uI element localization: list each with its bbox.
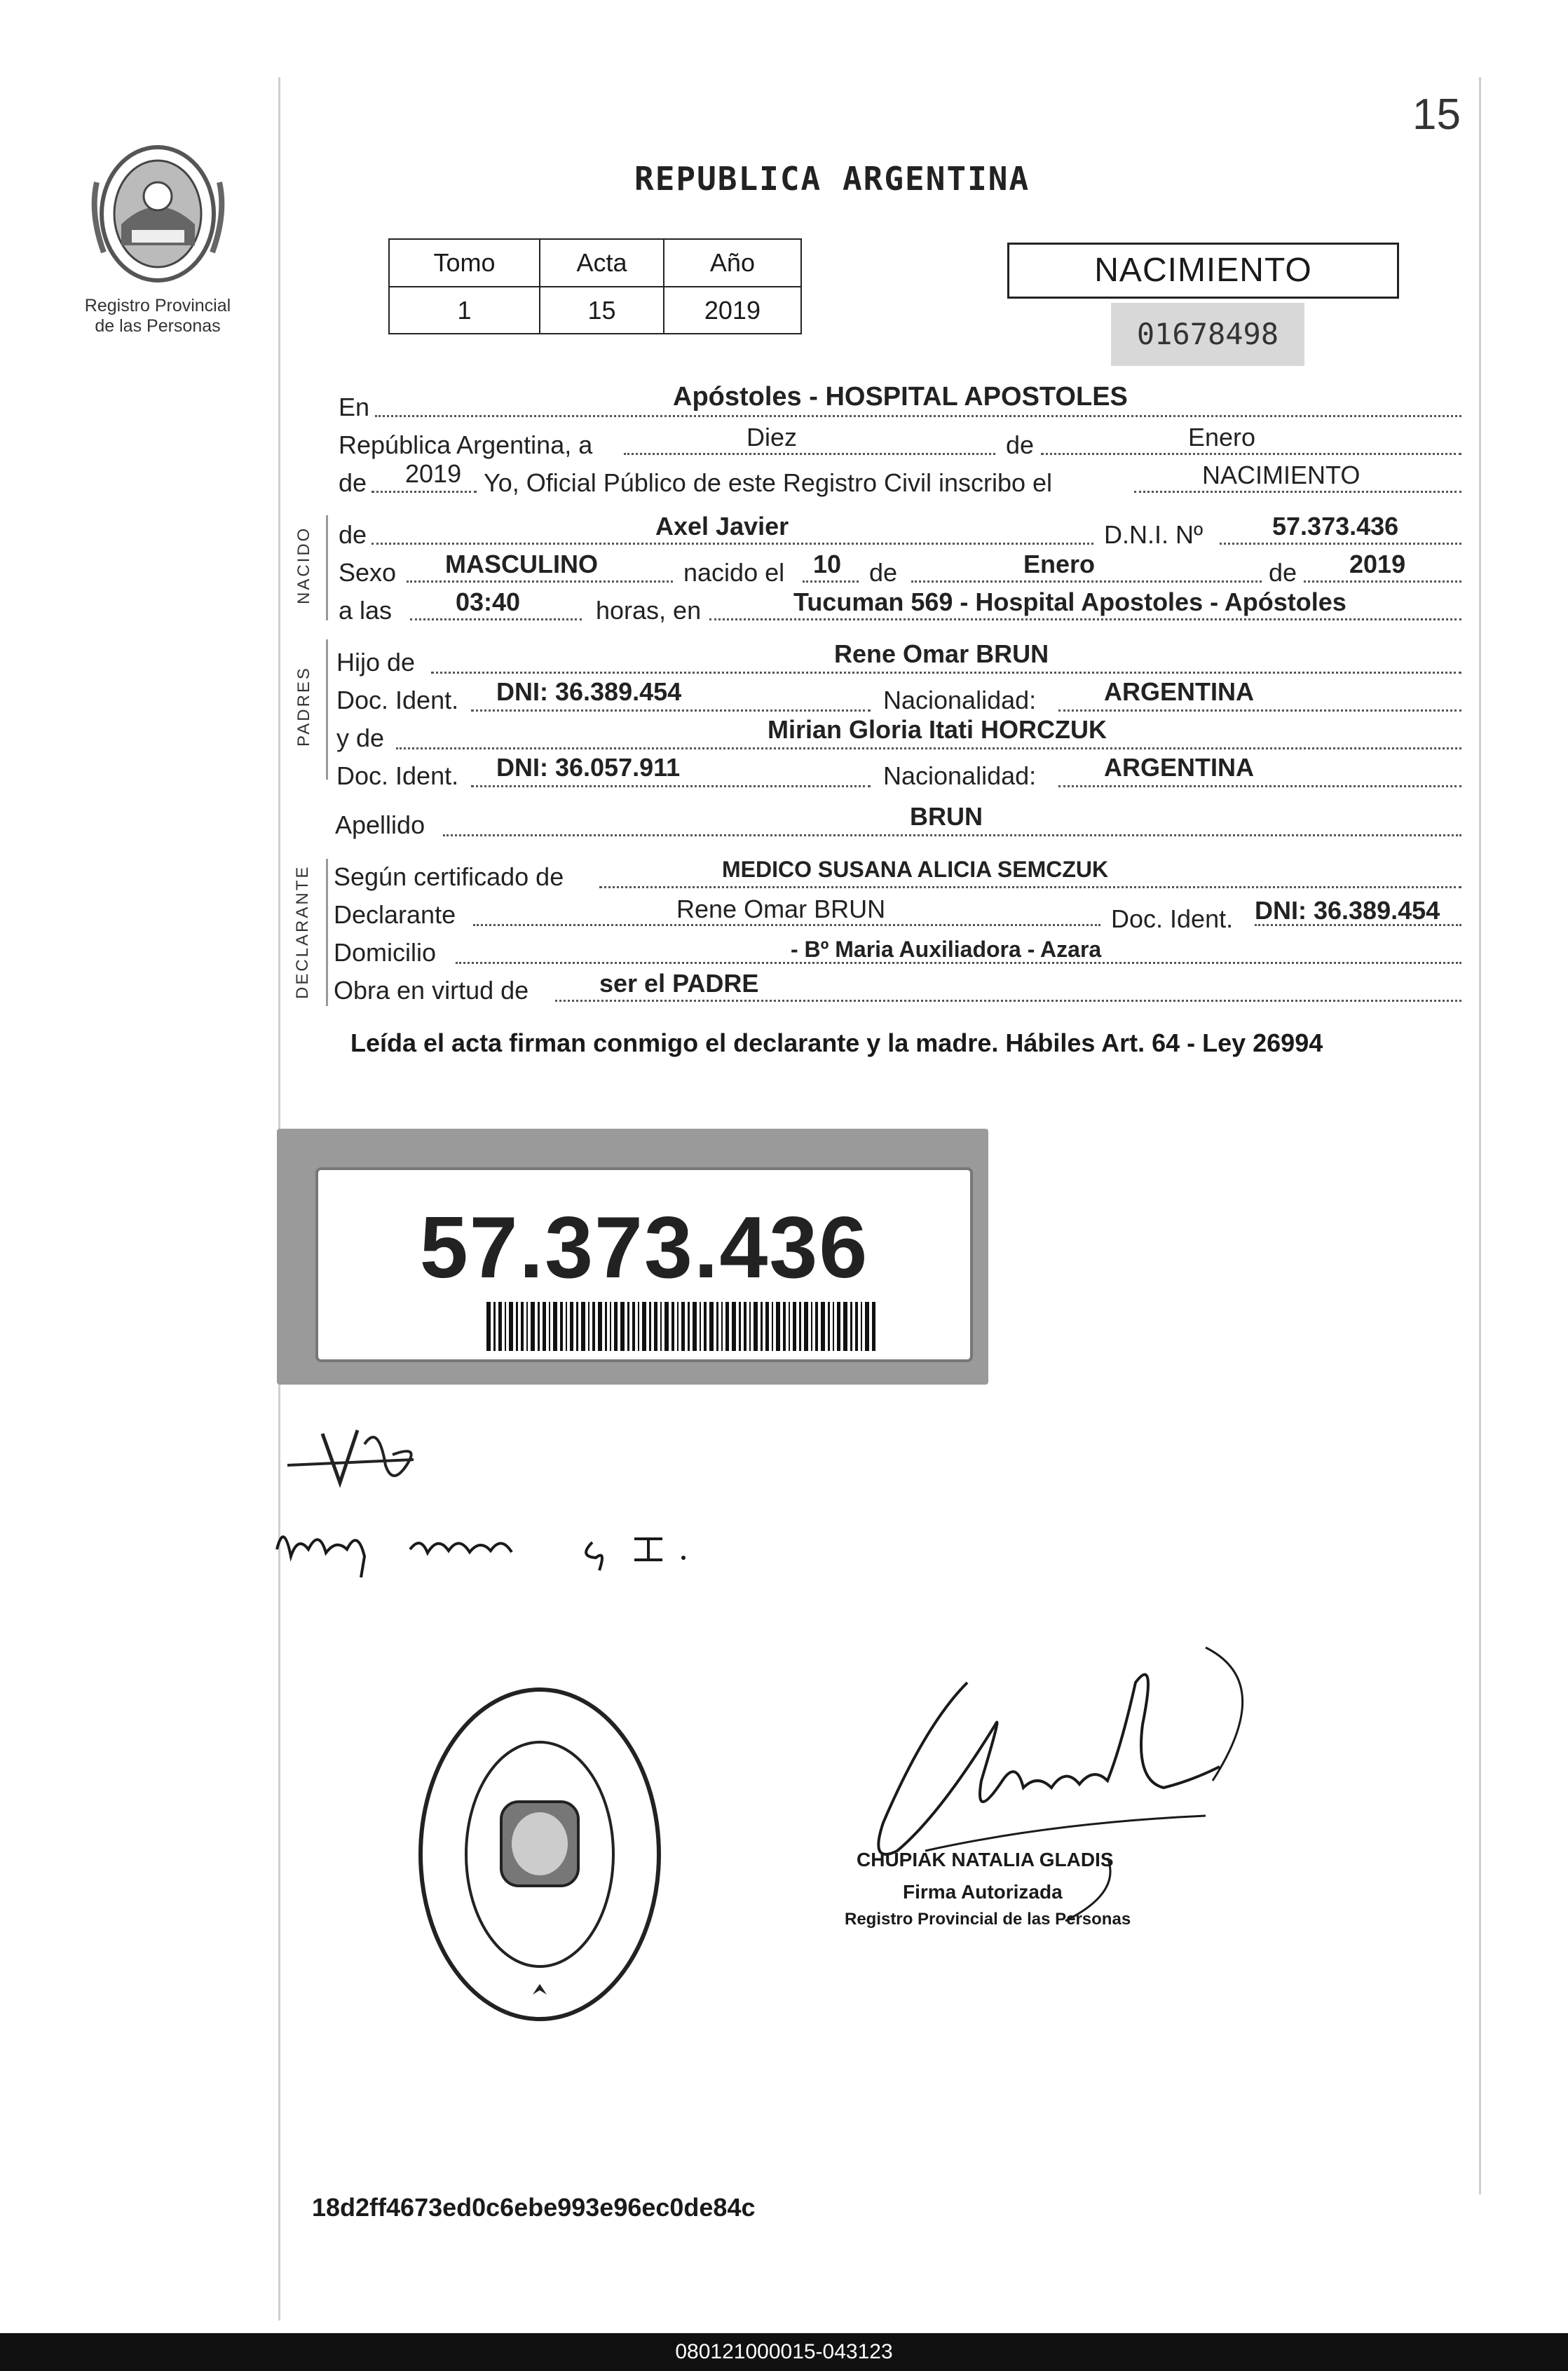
nationality-label: Nacionalidad:	[883, 761, 1037, 790]
child-name: Axel Javier	[655, 512, 789, 541]
table-cell: 15	[540, 287, 664, 334]
dotted-line	[407, 580, 673, 583]
record-type-box: NACIMIENTO	[1007, 243, 1399, 299]
horas-label: horas, en	[596, 596, 702, 625]
registration-month: Enero	[1188, 423, 1256, 451]
section-divider	[326, 515, 328, 620]
registry-label: Registro Provincial de las Personas	[84, 296, 231, 336]
dotted-line	[371, 491, 477, 493]
footer-code: 080121000015-043123	[0, 2333, 1568, 2371]
day-words: Diez	[746, 423, 798, 451]
de-label: de	[339, 468, 367, 497]
dni-sticker-number: 57.373.436	[419, 1200, 869, 1296]
child-dni: 57.373.436	[1272, 512, 1399, 541]
document-title: REPUBLICA ARGENTINA	[634, 160, 1030, 198]
capacity-label: Obra en virtud de	[334, 976, 529, 1005]
dotted-line	[709, 618, 1461, 620]
dotted-line	[473, 924, 1100, 926]
signer-name: CHUPIAK NATALIA GLADIS	[857, 1849, 1114, 1870]
section-label-parents: PADRES	[294, 666, 313, 747]
father-nationality: ARGENTINA	[1104, 677, 1254, 706]
closing-note: Leída el acta firman conmigo el declarante y la madre. Hábiles Art. 64 - Ley 26994	[350, 1028, 1323, 1057]
dotted-line	[1304, 580, 1461, 583]
en-label: En	[339, 393, 370, 421]
father-name: Rene Omar BRUN	[834, 639, 1049, 668]
dotted-line	[1134, 491, 1461, 493]
dotted-line	[443, 834, 1461, 836]
signer-role: Firma Autorizada	[903, 1881, 1063, 1903]
doc-label: Doc. Ident.	[336, 761, 459, 790]
mother-name: Mirian Gloria Itati HORCZUK	[768, 715, 1107, 744]
section-label-declarant: DECLARANTE	[293, 864, 312, 999]
signer-org: Registro Provincial de las Personas	[845, 1910, 1131, 1929]
de-label: de	[869, 558, 898, 587]
table-cell: 2019	[664, 287, 801, 334]
document-hash: 18d2ff4673ed0c6ebe993e96ec0de84c	[312, 2193, 756, 2222]
birth-month: Enero	[1023, 550, 1096, 578]
dotted-line	[471, 709, 871, 712]
page-number: 15	[1412, 90, 1461, 139]
hijo-label: Hijo de	[336, 648, 416, 677]
dotted-line	[1058, 709, 1461, 712]
right-margin-line	[1479, 77, 1481, 2194]
de-label: de	[339, 520, 367, 549]
registration-place: Apóstoles - HOSPITAL APOSTOLES	[673, 382, 1128, 412]
declarant-address: - Bº Maria Auxiliadora - Azara	[791, 937, 1102, 962]
birth-place: Tucuman 569 - Hospital Apostoles - Apóstoles	[793, 587, 1347, 616]
section-label-born: NACIDO	[294, 526, 313, 604]
handwritten-signature-1	[273, 1416, 435, 1500]
table-header: Tomo	[389, 239, 540, 287]
registration-year: 2019	[405, 459, 462, 488]
table-cell: 1	[389, 287, 540, 334]
sexo-label: Sexo	[339, 558, 397, 587]
dotted-line	[396, 747, 1461, 749]
dotted-line	[431, 672, 1461, 674]
domicile-label: Domicilio	[334, 938, 437, 967]
declarant-name: Rene Omar BRUN	[676, 895, 886, 923]
doc-label: Doc. Ident.	[1111, 904, 1234, 933]
event-type: NACIMIENTO	[1202, 461, 1361, 489]
dotted-line	[471, 785, 871, 787]
dni-label: D.N.I. Nº	[1104, 520, 1204, 549]
birth-time: 03:40	[456, 587, 521, 616]
record-table	[388, 238, 802, 334]
child-sex: MASCULINO	[445, 550, 598, 578]
surname-value: BRUN	[910, 802, 983, 831]
section-divider	[326, 639, 328, 780]
surname-label: Apellido	[335, 810, 425, 839]
dotted-line	[1220, 543, 1461, 545]
de-label: de	[1006, 430, 1035, 459]
dotted-line	[555, 1000, 1461, 1002]
declarant-capacity: ser el PADRE	[599, 969, 759, 998]
dotted-line	[1041, 453, 1461, 455]
province-seal-logo	[90, 140, 226, 291]
dotted-line	[371, 543, 1093, 545]
official-text: Yo, Oficial Público de este Registro Civil inscribo el	[484, 468, 1053, 497]
dni-sticker	[277, 1129, 988, 1385]
nationality-label: Nacionalidad:	[883, 686, 1037, 714]
declarant-doc: DNI: 36.389.454	[1255, 896, 1440, 925]
de-label: de	[1269, 558, 1297, 587]
a-las-label: a las	[339, 596, 393, 625]
official-stamp	[414, 1683, 666, 2026]
birth-day: 10	[813, 550, 842, 578]
dotted-line	[375, 415, 1461, 417]
dotted-line	[1058, 785, 1461, 787]
dotted-line	[599, 886, 1461, 888]
doc-label: Doc. Ident.	[336, 686, 459, 714]
dotted-line	[624, 453, 995, 455]
table-header: Año	[664, 239, 801, 287]
dotted-line	[410, 618, 582, 620]
dni-sticker-inner	[315, 1167, 973, 1362]
handwritten-signature-2	[270, 1507, 704, 1584]
republica-label: República Argentina, a	[339, 430, 593, 459]
dotted-line	[803, 580, 859, 583]
table-header: Acta	[540, 239, 664, 287]
father-doc: DNI: 36.389.454	[496, 677, 682, 706]
mother-nationality: ARGENTINA	[1104, 753, 1254, 782]
dotted-line	[911, 580, 1262, 583]
y-de-label: y de	[336, 723, 385, 752]
section-divider	[326, 859, 328, 1006]
declarant-label: Declarante	[334, 900, 456, 929]
certificate-value: MEDICO SUSANA ALICIA SEMCZUK	[722, 857, 1109, 882]
nacido-label: nacido el	[683, 558, 785, 587]
certificate-label: Según certificado de	[334, 862, 564, 891]
serial-number: 01678498	[1111, 303, 1304, 366]
birth-year: 2019	[1349, 550, 1406, 578]
mother-doc: DNI: 36.057.911	[496, 753, 681, 782]
barcode	[486, 1302, 879, 1351]
